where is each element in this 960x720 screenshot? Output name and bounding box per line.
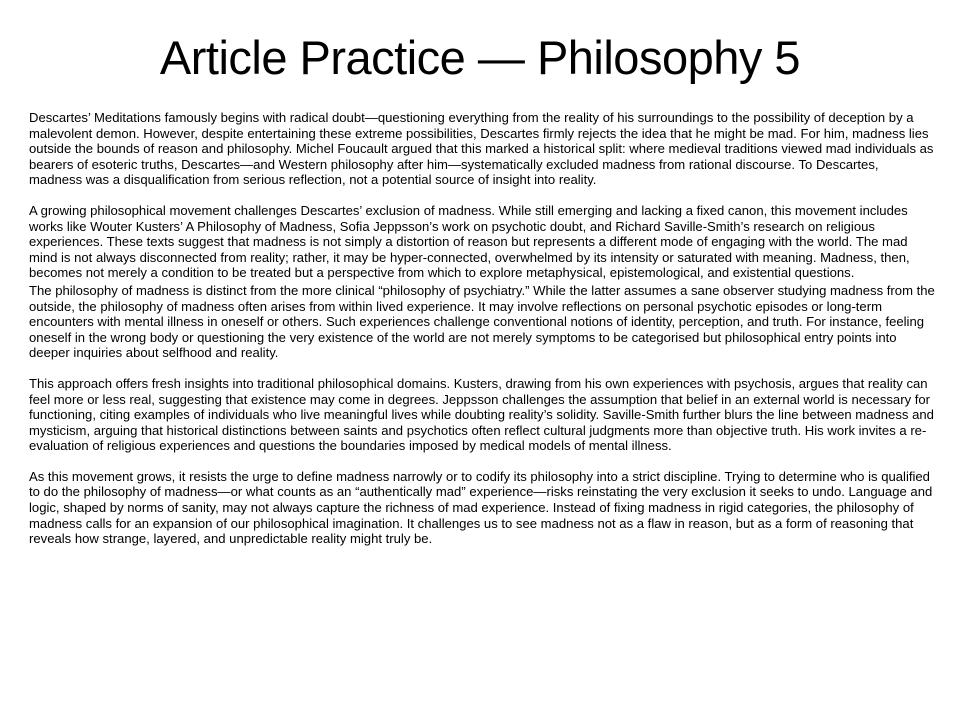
paragraph-fresh-insights: This approach offers fresh insights into traditional philosophical domains. Kusters, drawing from his own experiences with psychosis, argues that reality can feel more or less real, suggesting that existence may come in degrees. Jeppsson challenges the assumption that belief in an external world is necessary for functioning, citing examples of individuals who live meaningful lives while doubting reality’s solidity. Saville-Smith further blurs the line between madness and mysticism, arguing that historical distinctions between saints and psychotics often reflect cultural judgments more than objective truth. His work invites a re-evaluation of religious experiences and questions the boundaries imposed by medical models of mental illness. bbox=[29, 375, 934, 454]
slide-body bbox=[29, 110, 935, 562]
paragraph-growing-movement: A growing philosophical movement challenges Descartes’ exclusion of madness. While still emerging and lacking a fixed canon, this movement includes works like Wouter Kusters’ A Philosophy of Madness, Sofia Jeppsson’s work on psychotic doubt, and Richard Saville-Smith’s research on religious experiences. These texts suggest that madness is not simply a distortion of reason but represents a different mode of engaging with the world. The mad mind is not always disconnected from reality; rather, it may be hyper-connected, overwhelmed by its intensity or saturated with meaning. Madness, then, becomes not merely a condition to be treated but a perspective from which to explore metaphysical, epistemological, and existential questions. bbox=[29, 202, 910, 281]
paragraph-movement-grows: As this movement grows, it resists the urge to define madness narrowly or to codify its philosophy into a strict discipline. Trying to determine who is qualified to do the philosophy of madness—or what counts as an “authentically mad” experience—risks reinstating the very exclusion it seeks to undo. Language and logic, shaped by norms of sanity, may not always capture the richness of mad experience. Instead of fixing madness in rigid categories, the philosophy of madness calls for an expansion of our philosophical imagination. It challenges us to see madness not as a flaw in reason, but as a form of reasoning that reveals how strange, layered, and unpredictable reality might truly be. bbox=[29, 468, 933, 547]
paragraph-descartes-doubt: Descartes’ Meditations famously begins with radical doubt—questioning everything from the reality of his surroundings to the possibility of deception by a malevolent demon. However, despite entertaining these extreme possibilities, Descartes firmly rejects the idea that he might be mad. For him, madness lies outside the bounds of reason and philosophy. Michel Foucault argued that this marked a historical split: where medieval traditions viewed mad individuals as bearers of esoteric truths, Descartes—and Western philosophy after him—systematically excluded madness from rational discourse. To Descartes, madness was a disqualification from serious reflection, not a potential source of insight into reality. bbox=[29, 110, 934, 188]
slide-title: Article Practice — Philosophy 5 bbox=[159, 31, 801, 84]
paragraph-philosophy-vs-psychiatry: The philosophy of madness is distinct from the more clinical “philosophy of psychiatry.” While the latter assumes a sane observer studying madness from the outside, the philosophy of madness often arises from within lived experience. It may involve reflections on personal psychotic episodes or long-term encounters with mental illness in oneself or others. Such experiences challenge conventional notions of identity, perception, and truth. For instance, feeling oneself in the wrong body or questioning the very existence of the world are not merely symptoms to be categorised but philosophical entry points into deeper inquiries about selfhood and reality. bbox=[29, 282, 935, 361]
